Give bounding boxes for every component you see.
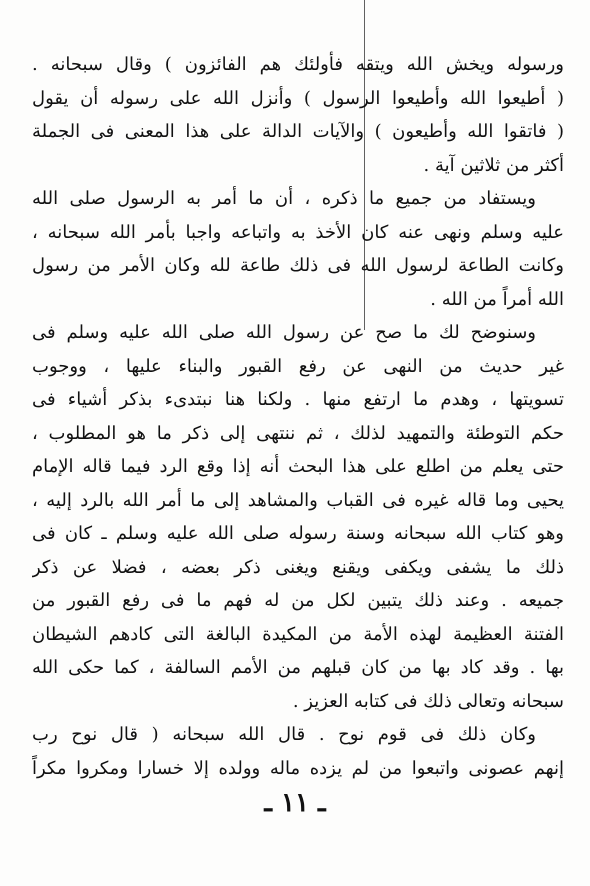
text-line: وهو كتاب الله سبحانه وسنة رسوله صلى الله عليه وسلم ـ كان فى [32,523,564,544]
text-line: سبحانه وتعالى ذلك فى كتابه العزيز . [292,690,564,712]
text-line: ذلك ما يشفى ويكفى ويقنع ويغنى ذكر بعضه ، فضلا عن ذكر [32,556,564,578]
text-line: بها . وقد كاد بها من كان قبلهم من الأمم السالفة ، كما حكى الله [32,657,564,678]
body-text [32,48,564,785]
text-line: جميعه . وعند ذلك يتبين لكل من له فهم ما فى رفع القبور من [32,590,564,611]
text-line: حتى يعلم من اطلع على هذا البحث أنه إذا وقع الرد فيما قاله الإمام [32,456,564,477]
text-line: ويستفاد من جميع ما ذكره ، أن ما أمر به الرسول صلى الله [32,188,536,209]
text-line: حكم التوطئة والتمهيد لذلك ، ثم ننتهى إلى ذكر ما هو المطلوب ، [32,422,564,444]
text-line: عليه وسلم ونهى عنه كان الأخذ به واتباعه واجبا بأمر الله سبحانه ، [32,221,564,243]
text-line: وكان ذلك فى قوم نوح . قال الله سبحانه ( قال نوح رب [32,724,536,745]
text-line: ( فاتقوا الله وأطيعون ) والآيات الدالة على هذا المعنى فى الجملة [32,121,564,142]
text-line: ( أطيعوا الله وأطيعوا الرسول ) وأنزل الله على رسوله أن يقول [32,87,564,109]
text-line: وسنوضح لك ما صح عن رسول الله صلى الله عليه وسلم فى [32,322,536,343]
text-line: تسويتها ، وهدم ما ارتفع منها . ولكنا هنا نبتدىء بذكر أشياء فى [32,389,564,410]
text-line: غير حديث من النهى عن رفع القبور والبناء عليها ، ووجوب [32,355,564,377]
text-line: الله أمراً من الله . [430,288,564,310]
text-line: الفتنة العظيمة لهذه الأمة من المكيدة البالغة التى كادهم الشيطان [32,623,564,645]
text-line: أكثر من ثلاثين آية . [423,154,564,176]
page-number: ـ ١١ ـ [264,788,326,818]
text-line: إنهم عصونى واتبعوا من لم يزده ماله وولده إلا خسارا ومكروا مكراً [32,757,564,779]
text-line: يحيى وما قاله غيره فى القباب والمشاهد إلى ما أمر الله بالرد إليه ، [32,489,564,511]
text-line: وكانت الطاعة لرسول الله فى ذلك طاعة لله وكان الأمر من رسول [32,255,564,276]
text-line: ورسوله ويخش الله ويتقه فأولئك هم الفائزون ) وقال سبحانه . [32,54,564,75]
